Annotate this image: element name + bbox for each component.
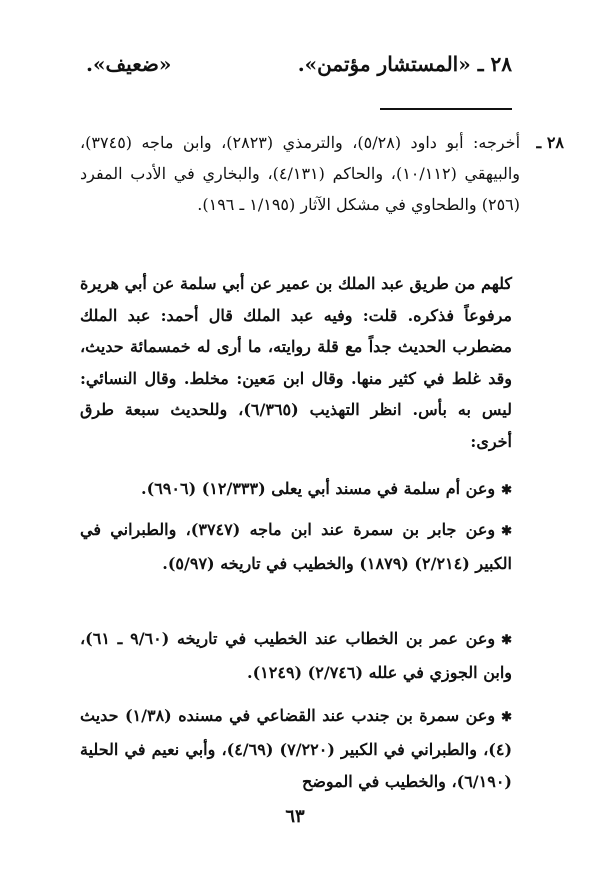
page-header: [86, 52, 512, 86]
chain-item-text: وعن سمرة بن جندب عند القضاعي في مسنده (١/٣٨) حديث (٤)، والطبراني في الكبير (٧/٢٢٠) (٤/٦٩)، وأبي نعيم في الحلية (٦/١٩٠)، والخطيب في الموضح: [80, 706, 513, 791]
chain-item-2: [80, 514, 512, 580]
chain-item-3: [80, 623, 512, 689]
hadith-grade: «ضعيف».: [86, 52, 172, 76]
asterisk-icon: ✱: [501, 633, 513, 648]
footnote-divider: [380, 108, 512, 110]
chain-item-1: [80, 473, 512, 507]
chain-item-4: [80, 700, 512, 798]
chain-item-text: وعن جابر بن سمرة عند ابن ماجه (٣٧٤٧)، والطبراني في الكبير (٢/٢١٤) (١٨٧٩) والخطيب في تاريخه (٥/٩٧).: [80, 520, 512, 573]
footnote: [80, 127, 564, 220]
footnote-number: ٢٨ ـ: [536, 133, 564, 152]
asterisk-icon: ✱: [501, 710, 513, 725]
page-number: ٦٣: [285, 806, 305, 827]
commentary-text: كلهم من طريق عبد الملك بن عمير عن أبي سلمة عن أبي هريرة مرفوعاً فذكره. قلت: وفيه عبد الملك قال أحمد: عبد الملك مضطرب الحديث جداً مع قلة روايته، ما أرى له خمسمائة حديث، وقد غلط في كثير منها. وقال ابن مَعين: مخلط. وقال النسائي: ليس به بأس. انظر التهذيب (٦/٣٦٥)، وللحديث سبعة طرق أخرى:: [80, 274, 513, 451]
footnote-text: أخرجه: أبو داود (٥/٢٨)، والترمذي (٢٨٢٣)، وابن ماجه (٣٧٤٥)، والبيهقي (١٠/١١٢)، والحاكم (٤/١٣١)، والبخاري في الأدب المفرد (٢٥٦) والطحاوي في مشكل الآثار (١/١٩٥ ـ ١٩٦).: [80, 133, 521, 214]
asterisk-icon: ✱: [501, 524, 512, 539]
chain-item-text: وعن عمر بن الخطاب عند الخطيب في تاريخه (٩/٦٠ ـ ٦١)، وابن الجوزي في علله (٢/٧٤٦) (١٢٤٩).: [80, 629, 512, 682]
commentary-paragraph: [80, 268, 512, 457]
hadith-title: ٢٨ ـ «المستشار مؤتمن».: [297, 52, 512, 76]
chain-item-text: وعن أم سلمة في مسند أبي يعلى (١٢/٣٣٣) (٦٩٠٦).: [141, 479, 496, 498]
asterisk-icon: ✱: [501, 483, 512, 498]
